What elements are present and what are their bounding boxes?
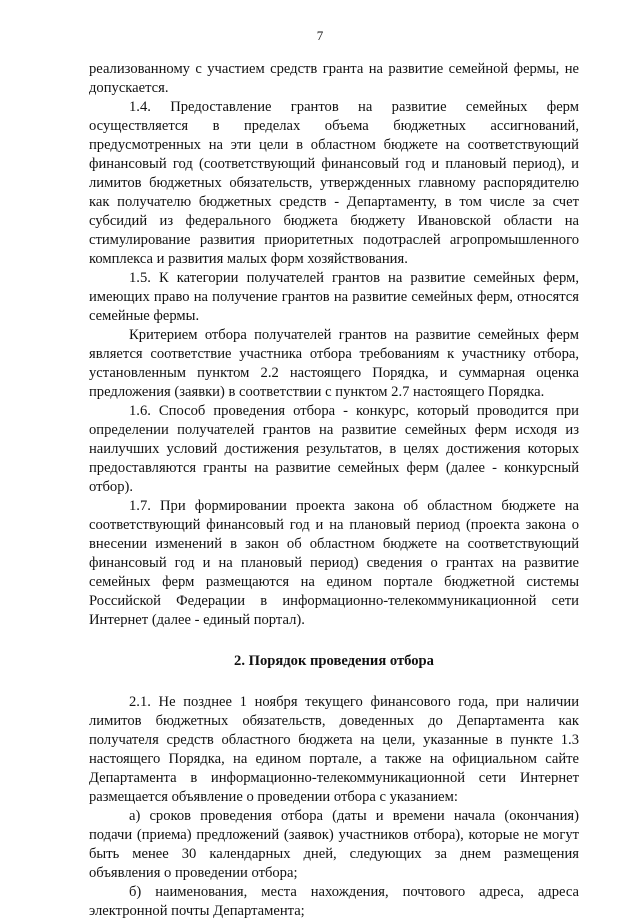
paragraph: а) сроков проведения отбора (даты и времени начала (окончания) подачи (приема) предложений (заявок) участников отбора), которые не могут быть менее 30 календарных дней, следующих за днем размещения объявления о проведении отбора; [89, 808, 579, 881]
paragraph: 1.4. Предоставление грантов на развитие семейных ферм осуществляется в пределах объема бюджетных ассигнований, предусмотренных на эти цели в областном бюджете на соответствующий финансовый год (соответствующий финансовый год и плановый период), и лимитов бюджетных обязательств, утвержденных главному распорядителю как получателю бюджетных средств - Департаменту, в том числе за счет субсидий из федерального бюджета бюджету Ивановской области на стимулирование развития приоритетных подотраслей агропромышленного комплекса и развития малых форм хозяйствования. [89, 99, 579, 267]
document-body [89, 60, 579, 921]
paragraph: реализованному с участием средств гранта на развитие семейной фермы, не допускается. [89, 61, 579, 96]
section-1-text [89, 60, 579, 630]
page-number: 7 [316, 28, 324, 43]
paragraph: 1.7. При формировании проекта закона об областном бюджете на соответствующий финансовый год и на плановый период (проекта закона о внесении изменений в закон об областном бюджете на соответствующий финансовый год и на плановый период) сведения о грантах на развитие семейных ферм размещаются на едином портале бюджетной системы Российской Федерации в информационно-телекоммуникационной сети Интернет (далее - единый портал). [89, 498, 579, 628]
paragraph: 1.5. К категории получателей грантов на развитие семейных ферм, имеющих право на получение грантов на развитие семейных ферм, относятся семейные фермы. [89, 270, 579, 324]
section-2-text [89, 693, 579, 921]
paragraph: Критерием отбора получателей грантов на развитие семейных ферм является соответствие участника отбора требованиям к участнику отбора, установленным пунктом 2.2 настоящего Порядка, и суммарная оценка предложения (заявки) в соответствии с пунктом 2.7 настоящего Порядка. [89, 327, 579, 400]
paragraph: б) наименования, места нахождения, почтового адреса, адреса электронной почты Департамента; [89, 884, 579, 919]
paragraph: 1.6. Способ проведения отбора - конкурс, который проводится при определении получателей грантов на развитие семейных ферм исходя из наилучших условий достижения результатов, в целях достижения которых предоставляются гранты на развитие семейных ферм (далее - конкурсный отбор). [89, 403, 579, 495]
paragraph: 2.1. Не позднее 1 ноября текущего финансового года, при наличии лимитов бюджетных обязательств, доведенных до Департамента как получателя средств областного бюджета на цели, указанные в пункте 1.3 настоящего Порядка, на едином портале, а также на официальном сайте Департамента в информационно-телекоммуникационной сети Интернет размещается объявление о проведении отбора с указанием: [89, 694, 579, 805]
section-heading: 2. Порядок проведения отбора [234, 653, 434, 669]
